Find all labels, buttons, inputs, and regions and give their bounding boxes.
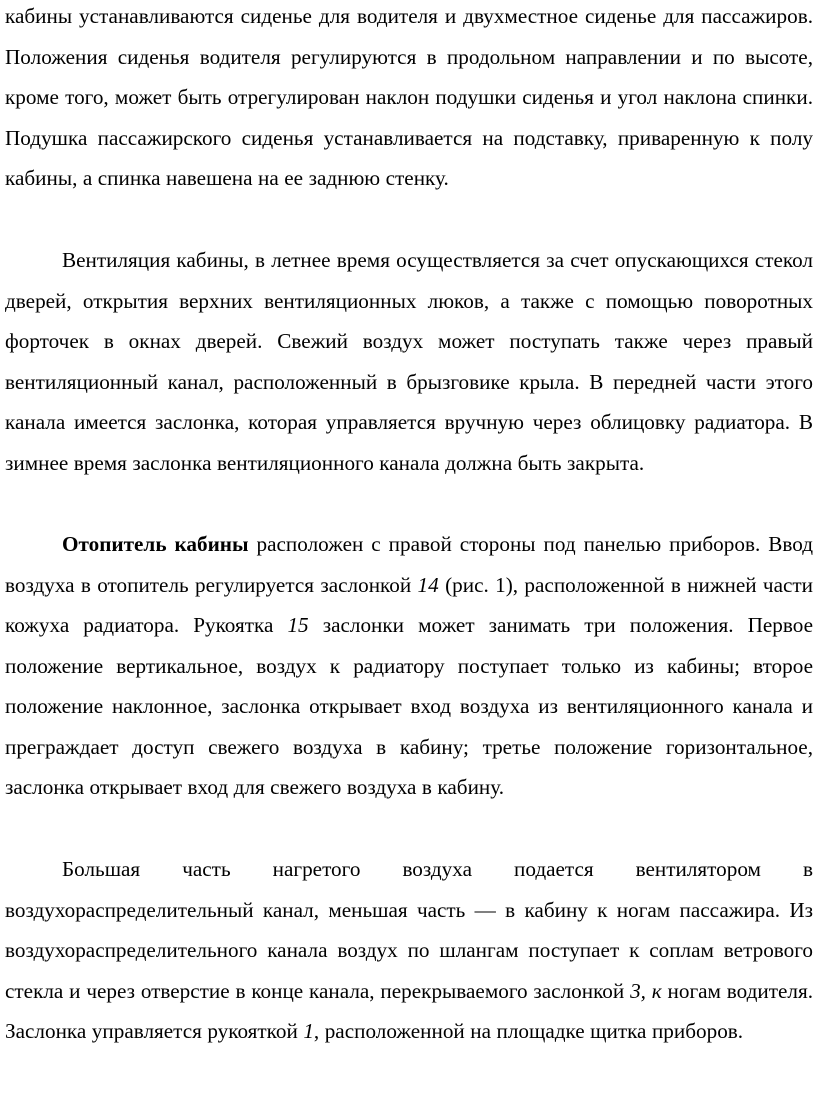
figure-ref-3: 3, к — [630, 978, 662, 1003]
paragraph-heater — [5, 524, 813, 808]
air-text-1: Большая часть нагретого воздуха подается вентилятором в воздухораспределительный канал, меньшая часть — в кабину к ногам пассажира. Из воздухораспределительного канала воздух по шлангам поступает к соплам ветрового стекла и через отверстие в конце канала, перекрываемого заслонкой — [5, 857, 813, 1003]
heater-heading: Отопитель кабины — [62, 532, 249, 556]
heater-text-1: расположен с правой стороны под панелью приборов. Ввод воздуха в отопитель регулируется заслонкой — [5, 532, 813, 597]
heater-text-2: (рис. 1), расположенной в нижней части кожуха радиатора. Рукоятка — [5, 572, 813, 637]
air-text-3: , расположенной на площадке щитка приборов. — [313, 1019, 744, 1043]
air-text-2: ногам водителя. Заслонка управляется рукояткой — [5, 978, 813, 1043]
paragraph-air-distribution — [5, 849, 813, 1052]
figure-ref-1: 1 — [303, 1019, 314, 1043]
paragraph-ventilation: Вентиляция кабины, в летнее время осуществляется за счет опускающихся стекол дверей, открытия верхних вентиляционных люков, а также с помощью поворотных форточек в окнах дверей. Свежий воздух может поступать также через правый вентиляционный канал, расположенный в брызговике крыла. В передней части этого канала имеется заслонка, которая управляется вручную через облицовку радиатора. В зимнее время заслонка вентиляционного канала должна быть закрыта. — [5, 248, 813, 475]
heater-text-3: заслонки может занимать три положения. Первое положение вертикальное, воздух к радиатору поступает только из кабины; второе положение наклонное, заслонка открывает вход воздуха из вентиляционного канала и преграждает доступ свежего воздуха в кабину; третье положение горизонтальное, заслонка открывает вход для свежего воздуха в кабину. — [5, 613, 813, 799]
figure-ref-15: 15 — [287, 613, 309, 637]
paragraph-seats: кабины устанавливаются сиденье для водителя и двухместное сиденье для пассажиров. Положения сиденья водителя регулируются в продольном направлении и по высоте, кроме того, может быть отрегулирован наклон подушки сиденья и угол наклона спинки. Подушка пассажирского сиденья устанавливается на подставку, приваренную к полу кабины, а спинка навешена на ее заднюю стенку. — [5, 4, 813, 190]
figure-ref-14: 14 — [417, 572, 439, 597]
